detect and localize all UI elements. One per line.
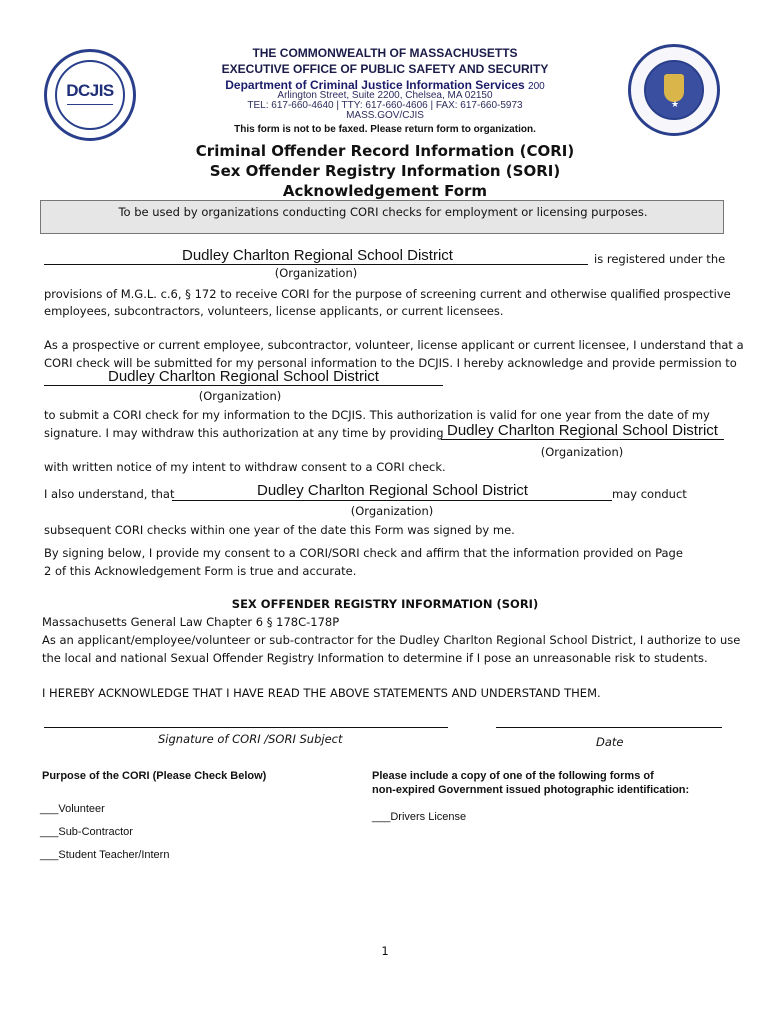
org-line-1 xyxy=(44,264,588,265)
title-ack: Acknowledgement Form xyxy=(282,182,488,200)
purpose-banner xyxy=(40,200,724,234)
para3-prefix: I also understand, that xyxy=(44,487,175,501)
org-field-2[interactable]: Dudley Charlton Regional School District xyxy=(108,368,379,385)
header-department-suffix: 200 xyxy=(528,81,545,92)
acknowledge-statement: I HEREBY ACKNOWLEDGE THAT I HAVE READ THE ABOVE STATEMENTS AND UNDERSTAND THEM. xyxy=(42,686,601,700)
org-label-4: (Organization) xyxy=(350,504,434,518)
sori-line2: the local and national Sexual Offender Registry Information to determine if I pose an unreasonable risk to students. xyxy=(42,651,708,665)
header-notice: This form is not to be faxed. Please return form to organization. xyxy=(234,124,536,135)
org-label-2: (Organization) xyxy=(198,389,282,403)
purpose-student-teacher[interactable]: ___Student Teacher/Intern xyxy=(40,849,170,861)
purpose-subcontractor[interactable]: ___Sub-Contractor xyxy=(40,826,133,838)
org-field-3[interactable]: Dudley Charlton Regional School District xyxy=(447,422,718,439)
title-sori: Sex Offender Registry Information (SORI) xyxy=(209,162,561,180)
para2-line5: with written notice of my intent to withdraw consent to a CORI check. xyxy=(44,460,446,474)
para4-line2: 2 of this Acknowledgement Form is true and accurate. xyxy=(44,564,357,578)
org-field-1[interactable]: Dudley Charlton Regional School District xyxy=(182,247,453,264)
para2-line1: As a prospective or current employee, subcontractor, volunteer, license applicant or current licensee, I understand that a xyxy=(44,338,744,352)
seal-inner-ring xyxy=(644,60,704,120)
para3-line2: subsequent CORI checks within one year of the date this Form was signed by me. xyxy=(44,523,515,537)
title-cori: Criminal Offender Record Information (CORI) xyxy=(195,142,575,160)
para1-after-line: is registered under the xyxy=(594,252,726,266)
signature-label: Signature of CORI /SORI Subject xyxy=(158,732,343,746)
purpose-volunteer[interactable]: ___Volunteer xyxy=(40,803,105,815)
header-eopss: EXECUTIVE OFFICE OF PUBLIC SAFETY AND SECURITY xyxy=(221,62,549,76)
org-line-4 xyxy=(172,500,612,501)
para1-line3: employees, subcontractors, volunteers, license applicants, or current licensees. xyxy=(44,304,504,318)
para1-line2: provisions of M.G.L. c.6, § 172 to receive CORI for the purpose of screening current and otherwise qualified prospective xyxy=(44,287,731,301)
id-drivers-license[interactable]: ___Drivers License xyxy=(372,811,467,823)
purpose-banner-text: To be used by organizations conducting CORI checks for employment or licensing purposes. xyxy=(118,205,648,219)
dcjis-logo-text: DCJIS xyxy=(66,81,114,100)
purpose-heading: Purpose of the CORI (Please Check Below) xyxy=(42,770,267,782)
id-heading-2: non-expired Government issued photographic identification: xyxy=(372,784,690,796)
massachusetts-seal xyxy=(628,44,720,136)
para3-suffix: may conduct xyxy=(612,487,687,501)
para4-line1: By signing below, I provide my consent to a CORI/SORI check and affirm that the information provided on Page xyxy=(44,546,683,560)
org-label-3: (Organization) xyxy=(540,445,624,459)
seal-star-icon: ★ xyxy=(670,100,680,110)
para2-line3: to submit a CORI check for my information to the DCJIS. This authorization is valid for one year from the date of my xyxy=(44,408,710,422)
sori-law: Massachusetts General Law Chapter 6 § 178C-178P xyxy=(42,615,340,629)
sori-heading: SEX OFFENDER REGISTRY INFORMATION (SORI) xyxy=(231,597,539,611)
header-department-name: Department of Criminal Justice Information Services xyxy=(225,78,525,92)
id-heading-1: Please include a copy of one of the following forms of xyxy=(372,770,654,782)
header-website: MASS.GOV/CJIS xyxy=(346,110,424,121)
org-line-3 xyxy=(441,439,724,440)
date-line[interactable] xyxy=(496,727,722,728)
header-commonwealth: THE COMMONWEALTH OF MASSACHUSETTS xyxy=(252,46,518,60)
seal-shield-icon xyxy=(664,74,684,102)
sori-line1: As an applicant/employee/volunteer or sub-contractor for the Dudley Charlton Regional School District, I authorize to use xyxy=(42,633,741,647)
org-line-2 xyxy=(44,385,443,386)
para2-line4: signature. I may withdraw this authorization at any time by providing xyxy=(44,426,444,440)
org-field-4[interactable]: Dudley Charlton Regional School District xyxy=(257,482,528,499)
page-number: 1 xyxy=(381,944,389,958)
header-address: Arlington Street, Suite 2200, Chelsea, MA 02150 xyxy=(277,90,493,101)
dcjis-logo-underline xyxy=(67,104,113,105)
dcjis-logo xyxy=(44,49,136,141)
date-label: Date xyxy=(596,735,624,749)
para2-line2: CORI check will be submitted for my personal information to the DCJIS. I hereby acknowledge and provide permission to xyxy=(44,356,737,370)
header-phones: TEL: 617-660-4640 | TTY: 617-660-4606 | FAX: 617-660-5973 xyxy=(247,100,523,111)
org-label-1: (Organization) xyxy=(274,266,358,280)
signature-line[interactable] xyxy=(44,727,448,728)
